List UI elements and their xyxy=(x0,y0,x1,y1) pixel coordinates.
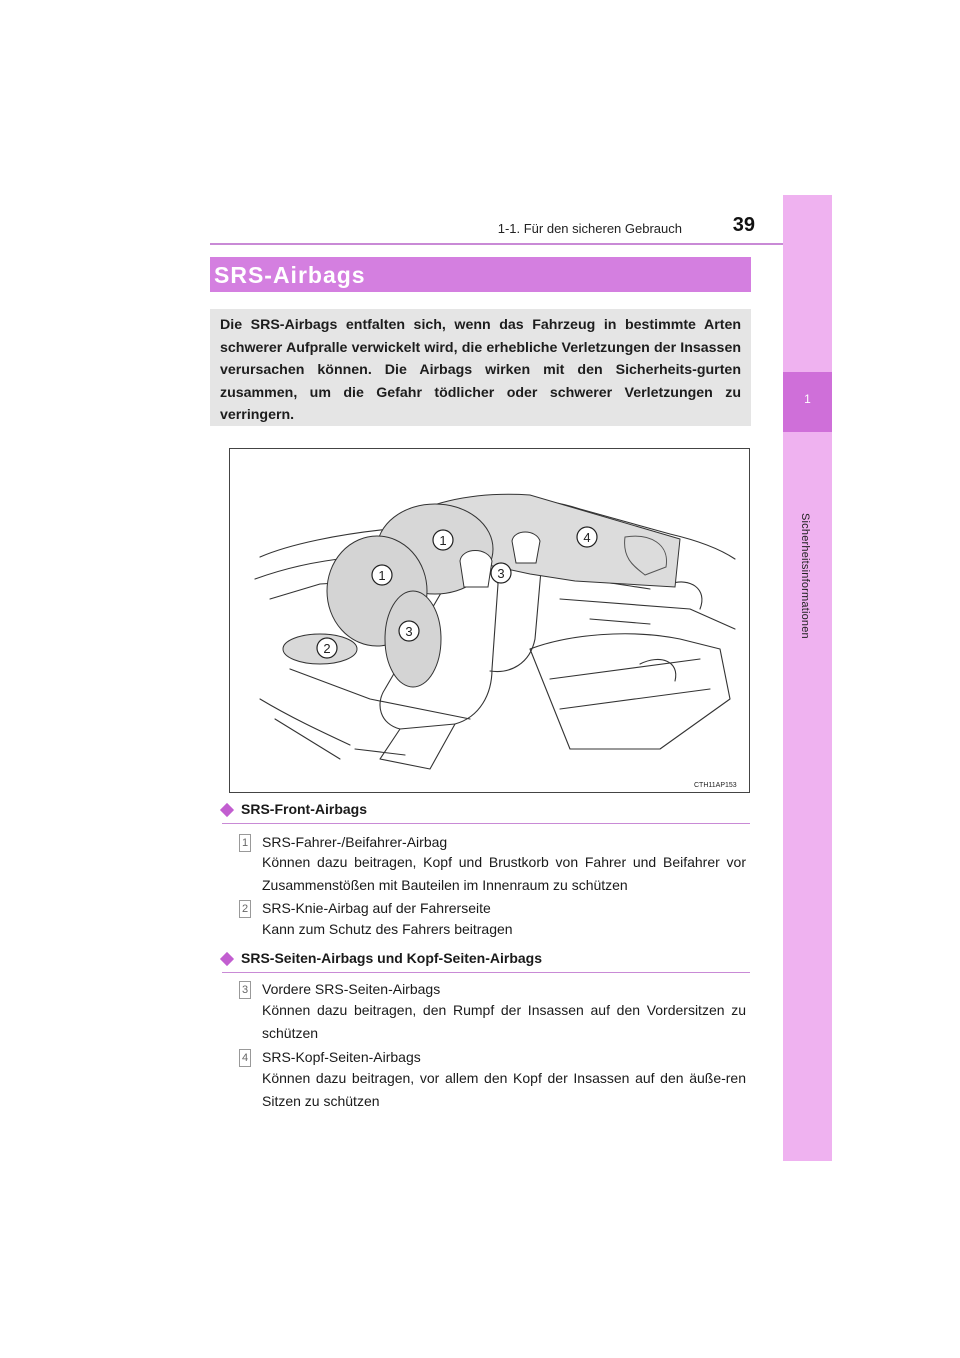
item-description: Können dazu beitragen, Kopf und Brustkorb von Fahrer und Beifahrer vor Zusammenstößen mit Bauteilen im Innenraum zu schützen xyxy=(262,854,746,893)
airbag-illustration xyxy=(229,448,750,793)
chapter-side-tab xyxy=(783,195,832,1161)
intro-text: Die SRS-Airbags entfalten sich, wenn das Fahrzeug in bestimmte Arten schwerer Aufpralle verwickelt wird, die erhebliche Verletzungen der Insassen verursachen können. Die Airbags wirken mit den Sicherheits-gurten zusammen, um die Gefahr tödlicher oder schwerer Verletzungen zu verringern. xyxy=(220,317,741,424)
header-rule xyxy=(210,243,832,245)
section-heading-front-airbags xyxy=(222,801,750,824)
callout-label: 3 xyxy=(497,566,505,581)
callout-1-passenger xyxy=(433,530,453,550)
section-title: SRS-Seiten-Airbags und Kopf-Seiten-Airbags xyxy=(241,950,543,966)
callout-label: 2 xyxy=(323,641,331,656)
item-description: Können dazu beitragen, vor allem den Kopf der Insassen auf den äuße-ren Sitzen zu schützen xyxy=(262,1070,746,1109)
item-label: SRS-Knie-Airbag auf der Fahrerseite xyxy=(262,900,491,916)
page-number: 39 xyxy=(732,214,755,236)
callout-4-curtain xyxy=(577,527,597,547)
item-number-badge: 2 xyxy=(239,900,251,918)
item-description: Können dazu beitragen, den Rumpf der Insassen auf den Vordersitzen zu schützen xyxy=(262,1002,746,1041)
item-label: SRS-Fahrer-/Beifahrer-Airbag xyxy=(262,834,448,850)
section-title: SRS-Front-Airbags xyxy=(241,801,367,817)
item-number-badge: 1 xyxy=(239,834,251,852)
callout-label: 3 xyxy=(405,624,413,639)
figure-code: CTH11AP153 xyxy=(694,782,737,789)
running-header: 1-1. Für den sicheren Gebrauch xyxy=(497,221,682,236)
item-description: Kann zum Schutz des Fahrers beitragen xyxy=(262,921,513,937)
callout-2-knee xyxy=(317,638,337,658)
callout-label: 1 xyxy=(378,568,386,583)
callout-label: 1 xyxy=(439,533,447,548)
callout-label: 4 xyxy=(583,530,591,545)
chapter-number: 1 xyxy=(804,392,811,406)
item-number-badge: 4 xyxy=(239,1049,251,1067)
diamond-bullet-icon xyxy=(220,952,234,966)
callout-3-driver-side xyxy=(399,621,419,641)
callout-1-driver xyxy=(372,565,392,585)
chapter-label: Sicherheitsinformationen xyxy=(799,513,811,639)
item-label: SRS-Kopf-Seiten-Airbags xyxy=(262,1049,421,1065)
page-title: SRS-Airbags xyxy=(214,262,366,288)
item-number-badge: 3 xyxy=(239,981,251,999)
diamond-bullet-icon xyxy=(220,803,234,817)
callout-3-passenger-side xyxy=(491,563,511,583)
section-heading-side-airbags xyxy=(222,950,750,973)
car-interior-drawing xyxy=(230,449,751,794)
intro-box xyxy=(210,309,751,426)
item-label: Vordere SRS-Seiten-Airbags xyxy=(262,981,441,997)
